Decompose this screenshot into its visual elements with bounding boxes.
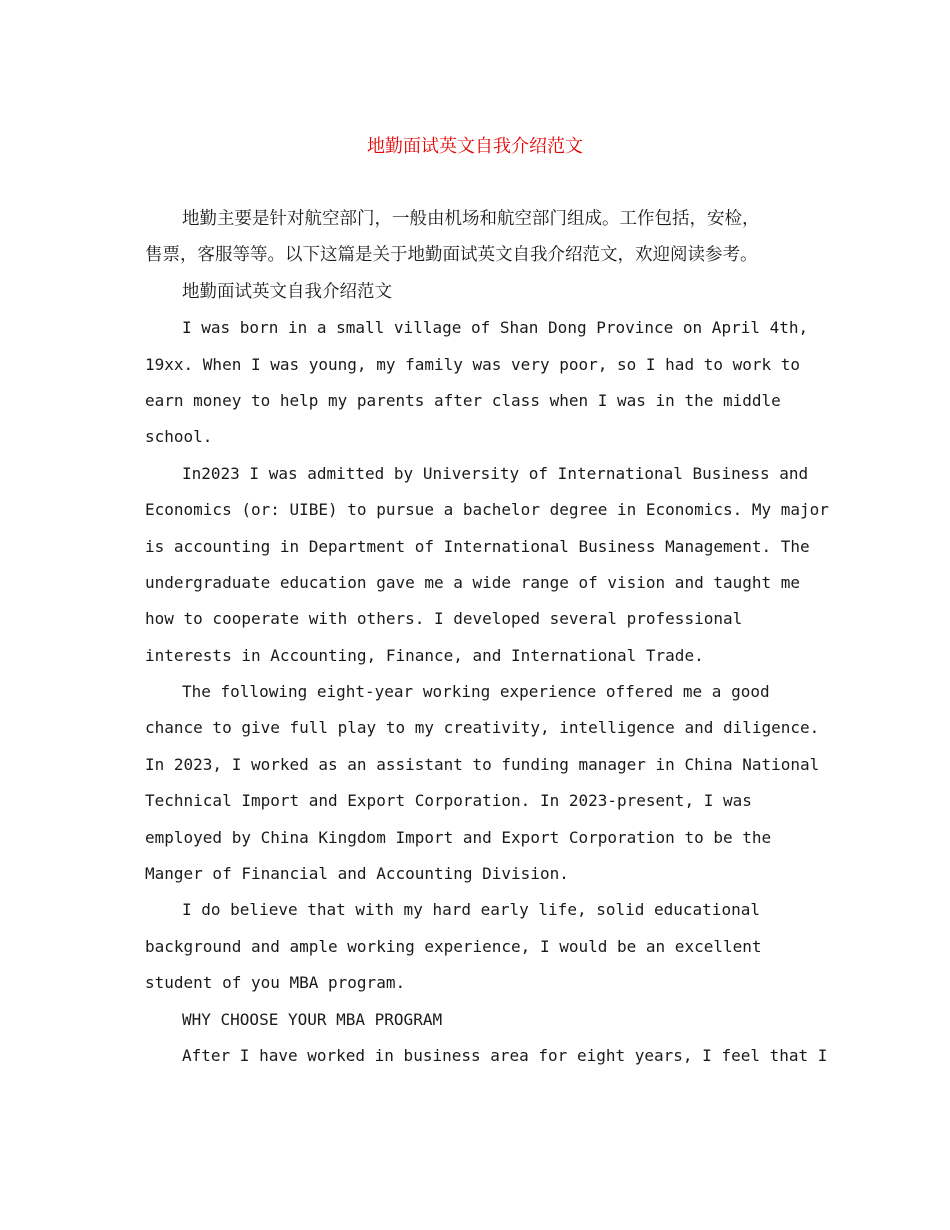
text-line: chance to give full play to my creativity, intelligence and diligence.	[145, 718, 820, 738]
text-line: employed by China Kingdom Import and Export Corporation to be the	[145, 827, 772, 847]
text-line: student of you MBA program.	[145, 973, 406, 993]
text-line: In 2023, I worked as an assistant to funding manager in China National	[145, 754, 820, 774]
text-line: school.	[145, 427, 213, 447]
text-line: how to cooperate with others. I developed several professional	[145, 609, 743, 629]
text-line: interests in Accounting, Finance, and International Trade.	[145, 645, 704, 665]
text-line: earn money to help my parents after class when I was in the middle	[145, 390, 781, 410]
text-line: I was born in a small village of Shan Dong Province on April 4th,	[182, 318, 809, 338]
text-line: Technical Import and Export Corporation. In 2023-present, I was	[145, 791, 752, 811]
text-line: 地勤主要是针对航空部门，一般由机场和航空部门组成。工作包括，安检，	[182, 209, 760, 229]
text-line: I do believe that with my hard early life, solid educational	[182, 900, 760, 920]
text-line: undergraduate education gave me a wide range of vision and taught me	[145, 572, 801, 592]
text-line: In2023 I was admitted by University of International Business and	[182, 463, 809, 483]
text-line: 售票，客服等等。以下这篇是关于地勤面试英文自我介绍范文，欢迎阅读参考。	[145, 245, 758, 266]
text-line: Manger of Financial and Accounting Division.	[145, 864, 569, 884]
text-line: background and ample working experience, I would be an excellent	[145, 936, 762, 956]
text-line: 19xx. When I was young, my family was very poor, so I had to work to	[145, 354, 801, 374]
text-line: After I have worked in business area for eight years, I feel that I	[182, 1045, 828, 1065]
text-line: 地勤面试英文自我介绍范文	[182, 281, 392, 302]
text-line: The following eight-year working experience offered me a good	[182, 682, 770, 702]
document-body	[145, 201, 829, 1074]
text-line: Economics (or: UIBE) to pursue a bachelor degree in Economics. My major	[145, 500, 829, 520]
document-title: 地勤面试英文自我介绍范文	[367, 136, 583, 157]
text-line: WHY CHOOSE YOUR MBA PROGRAM	[182, 1009, 443, 1029]
text-line: is accounting in Department of International Business Management. The	[145, 536, 810, 556]
